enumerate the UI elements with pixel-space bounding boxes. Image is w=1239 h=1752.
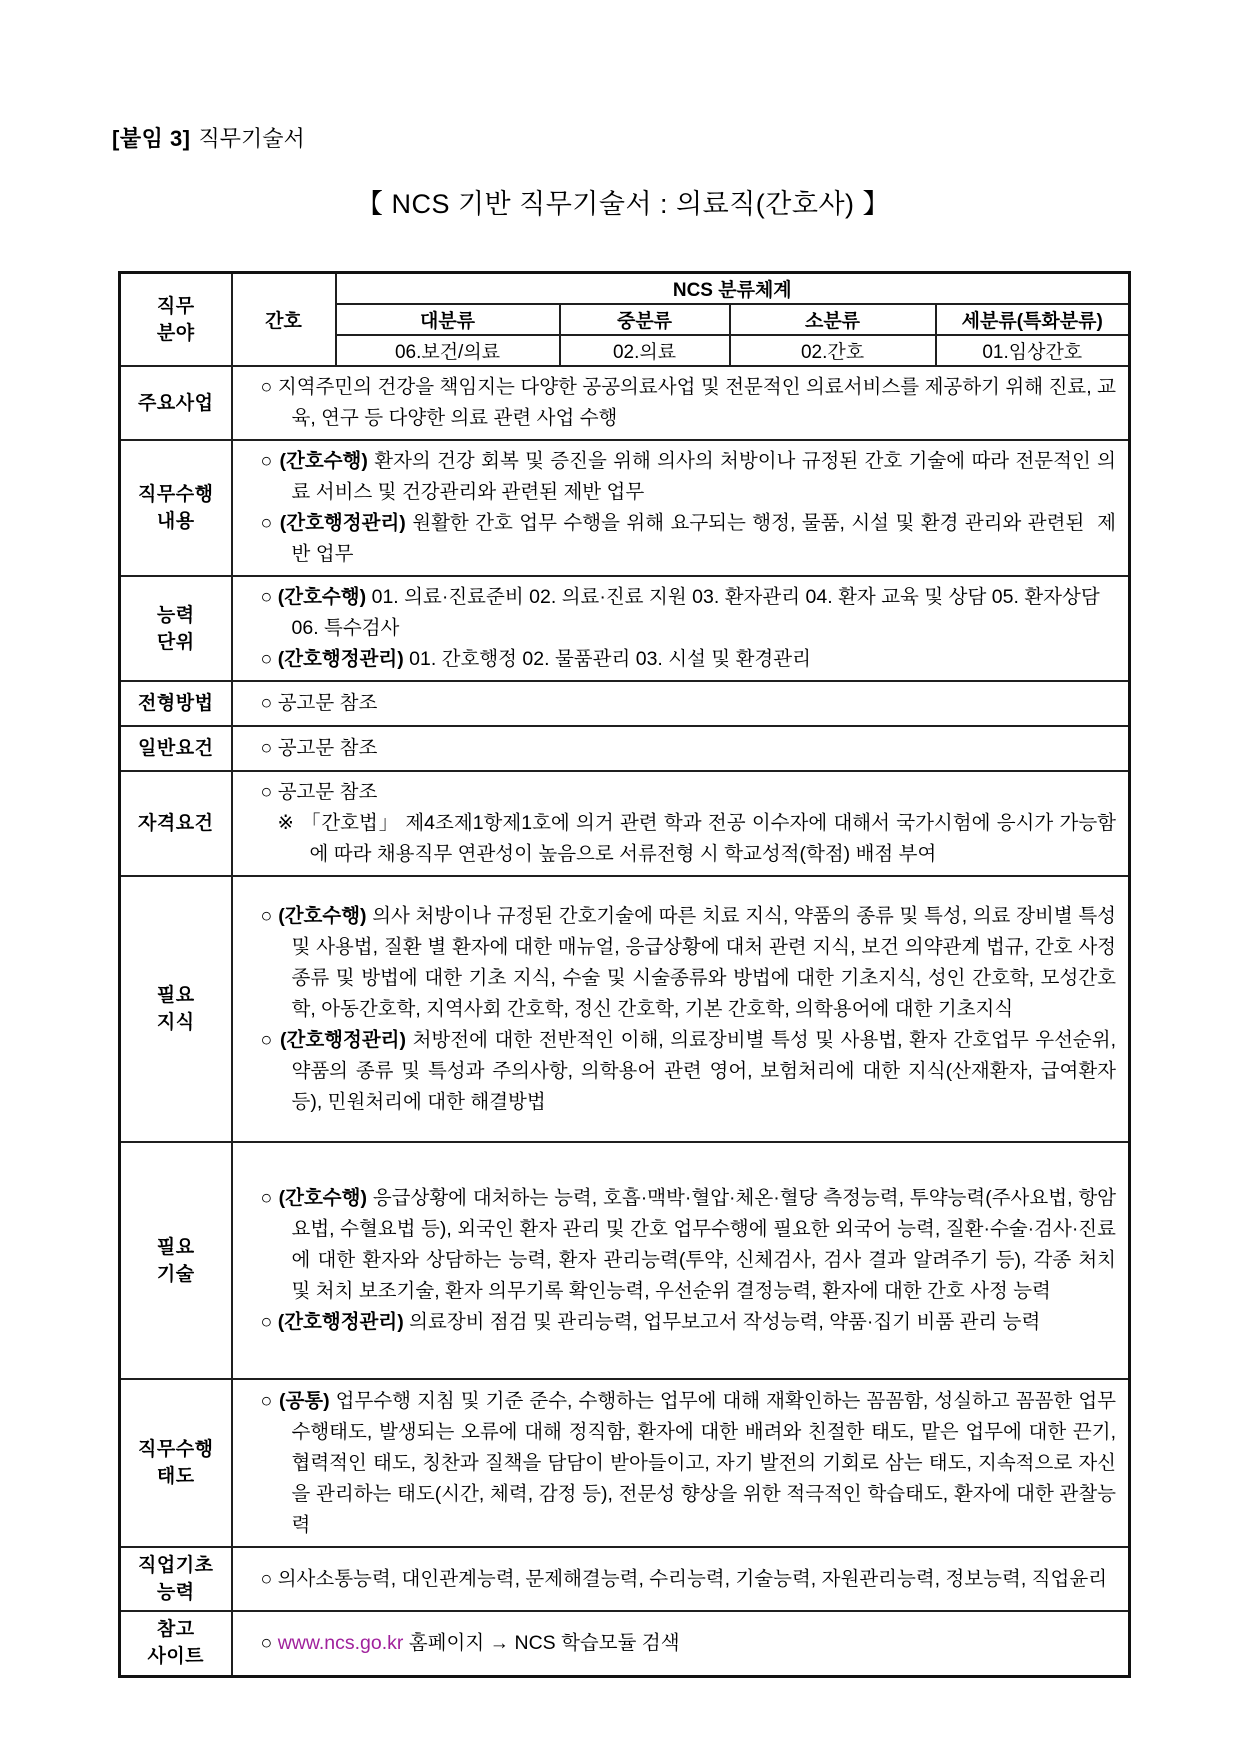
column-header-minor: 소분류 [730,304,936,335]
table-row [120,1611,1130,1676]
table-row [120,1379,1130,1547]
category-tag: (공통) [278,1389,330,1412]
table-row [120,876,1130,1142]
bullet-item: ○ 의사소통능력, 대인관계능력, 문제해결능력, 수리능력, 기술능력, 자원관리능력, 정보능력, 직업윤리 [260,1567,1108,1590]
row-label: 주요사업 [120,366,232,440]
table-row [120,1142,1130,1379]
bullet-item: ○ 공고문 참조 [260,781,378,803]
reference-mark: ※ [277,812,295,834]
row-label: 필요 지식 [120,876,232,1142]
circle-bullet: ○ [260,737,273,759]
row-label-line: 직무 [156,295,195,317]
table-row [120,440,1130,576]
content-rows-section [120,366,1130,1676]
table-row [120,366,1130,440]
classification-section [120,273,1130,367]
category-tag: (간호수행) [277,586,367,608]
value-detail: 01.임상간호 [936,335,1130,366]
bullet-item: ○ (간호행정관리) 의료장비 점검 및 관리능력, 업무보고서 작성능력, 약품·집기 비품 관리 능력 [260,1311,1041,1333]
row-label: 직업기초 능력 [120,1547,232,1611]
row-label: 필요 기술 [120,1142,232,1379]
column-header-middle: 중분류 [560,304,730,335]
bullet-item: ○ (간호수행) 응급상황에 대처하는 능력, 호흡·맥박·혈압·체온·혈당 측정능력, 투약능력(주사요법, 항암요법, 수혈요법 등), 외국인 환자 관리 및 간호 업무수행에 필요한 외국어 능력, 질환·수술·검사·진료에 대한 환자와 상담하는 능력, 환자 관리능력(투약, 신체검사, 검사 결과 알려주기 등), 각종 처치 및 처치 보조기술, 환자 의무기록 확인능력, 우선순위 결정능력, 환자에 대한 간호 사정 능력 [260,1187,1117,1302]
circle-bullet: ○ [260,692,273,714]
circle-bullet: ○ [260,512,274,534]
table-row [120,576,1130,681]
value-minor: 02.간호 [730,335,936,366]
job-description-table [118,271,1131,1678]
column-header-major: 대분류 [336,304,560,335]
circle-bullet: ○ [260,450,274,472]
row-content [232,1611,1130,1676]
row-content [232,576,1130,681]
row-content [232,440,1130,576]
row-content [232,681,1130,726]
bullet-item: ○ (공통) 업무수행 지침 및 기준 준수, 수행하는 업무에 대해 재확인하는 꼼꼼함, 성실하고 꼼꼼한 업무 수행태도, 발생되는 오류에 대해 정직함, 환자에 대한 배려와 친절한 태도, 맡은 업무에 대한 끈기, 협력적인 태도, 칭찬과 질책을 담담이 받아들이고, 자기 발전의 기회로 삼는 태도, 지속적으로 자신을 관리하는 태도(시간, 체력, 감정 등), 전문성 향상을 위한 적극적인 학습태도, 환자에 대한 관찰능력 [260,1389,1116,1536]
attachment-title: 직무기술서 [198,126,305,151]
circle-bullet: ○ [260,648,273,670]
bullet-item: ○ (간호행정관리) 01. 간호행정 02. 물품관리 03. 시설 및 환경관리 [260,648,811,670]
job-field-value: 간호 [232,273,336,367]
table-row [120,681,1130,726]
bullet-item: ○ 공고문 참조 [260,692,378,714]
circle-bullet: ○ [260,1567,273,1590]
category-tag: (간호행정관리) [277,1311,404,1333]
bullet-item: ○ (간호수행) 환자의 건강 회복 및 증진을 위해 의사의 처방이나 규정된 간호 기술에 따라 전문적인 의료 서비스 및 건강관리와 관련된 제반 업무 [260,450,1116,503]
row-label-job-field [120,273,232,367]
circle-bullet: ○ [260,781,273,803]
row-label: 일반요건 [120,726,232,771]
category-tag: (간호행정관리) [279,512,406,534]
bullet-item: ○ (간호행정관리) 처방전에 대한 전반적인 이해, 의료장비별 특성 및 사용법, 환자 간호업무 우선순위, 약품의 종류 및 특성과 주의사항, 의학용어 관련 영어, 보험처리에 대한 지식(산재환자, 급여환자 등), 민원처리에 대한 해결방법 [260,1028,1116,1113]
row-content [232,1379,1130,1547]
row-content [232,726,1130,771]
row-content [232,1547,1130,1611]
bullet-item: ○ 지역주민의 건강을 책임지는 다양한 공공의료사업 및 전문적인 의료서비스를 제공하기 위해 진료, 교육, 연구 등 다양한 의료 관련 사업 수행 [260,376,1116,429]
row-label: 능력 단위 [120,576,232,681]
attachment-label: [붙임 3] [112,126,191,151]
bullet-item: ○ (간호행정관리) 원활한 간호 업무 수행을 위해 요구되는 행정, 물품, 시설 및 환경 관리와 관련된 제반 업무 [260,512,1117,565]
row-label: 자격요건 [120,771,232,876]
bullet-item: ※ 「간호법」 제4조제1항제1호에 의거 관련 학과 전공 이수자에 대해서 국가시험에 응시가 가능함에 따라 채용직무 연관성이 높음으로 서류전형 시 학교성적(학점) 배점 부여 [277,812,1116,865]
classification-row-ncs-header [120,273,1130,305]
row-label: 직무수행 태도 [120,1379,232,1547]
row-content [232,366,1130,440]
bullet-item: ○ (간호수행) 의사 처방이나 규정된 간호기술에 따른 치료 지식, 약품의 종류 및 특성, 의료 장비별 특성 및 사용법, 질환 별 환자에 대한 매뉴얼, 응급상황에 대처 관련 지식, 보건 의약관계 법규, 간호 사정 종류 및 방법에 대한 기초 지식, 수술 및 시술종류와 방법에 대한 기초지식, 성인 간호학, 모성간호학, 아동간호학, 지역사회 간호학, 정신 간호학, 기본 간호학, 의학용어에 대한 기초지식 [260,904,1117,1020]
bullet-item: ○ 공고문 참조 [260,737,378,759]
category-tag: (간호행정관리) [277,648,404,670]
circle-bullet: ○ [260,586,273,608]
row-content [232,771,1130,876]
category-tag: (간호수행) [278,1187,367,1209]
row-content [232,876,1130,1142]
row-label-line: 분야 [156,322,195,344]
circle-bullet: ○ [260,1028,274,1051]
category-tag: (간호수행) [278,904,367,927]
circle-bullet: ○ [260,1311,273,1333]
value-major: 06.보건/의료 [336,335,560,366]
row-label: 참고 사이트 [120,1611,232,1676]
category-tag: (간호행정관리) [279,1028,406,1051]
attachment-header [112,124,1239,154]
ncs-system-header: NCS 분류체계 [336,273,1130,305]
circle-bullet: ○ [260,904,273,927]
page-title: 【 NCS 기반 직무기술서 : 의료직(간호사) 】 [355,189,891,219]
circle-bullet: ○ [260,1187,273,1209]
category-tag: (간호수행) [279,450,368,472]
table-row [120,1547,1130,1611]
bullet-item: ○ www.ncs.go.kr 홈페이지 → NCS 학습모듈 검색 [260,1631,680,1654]
value-middle: 02.의료 [560,335,730,366]
row-label: 전형방법 [120,681,232,726]
circle-bullet: ○ [260,1389,273,1412]
circle-bullet: ○ [260,1631,273,1654]
ncs-link[interactable]: www.ncs.go.kr [277,1631,404,1654]
circle-bullet: ○ [260,376,273,398]
row-label: 직무수행 내용 [120,440,232,576]
table-row [120,726,1130,771]
table-row [120,771,1130,876]
column-header-detail: 세분류(특화분류) [936,304,1130,335]
bullet-item: ○ (간호수행) 01. 의료·진료준비 02. 의료·진료 지원 03. 환자관리 04. 환자 교육 및 상담 05. 환자상담 06. 특수검사 [260,586,1117,639]
row-content [232,1142,1130,1379]
